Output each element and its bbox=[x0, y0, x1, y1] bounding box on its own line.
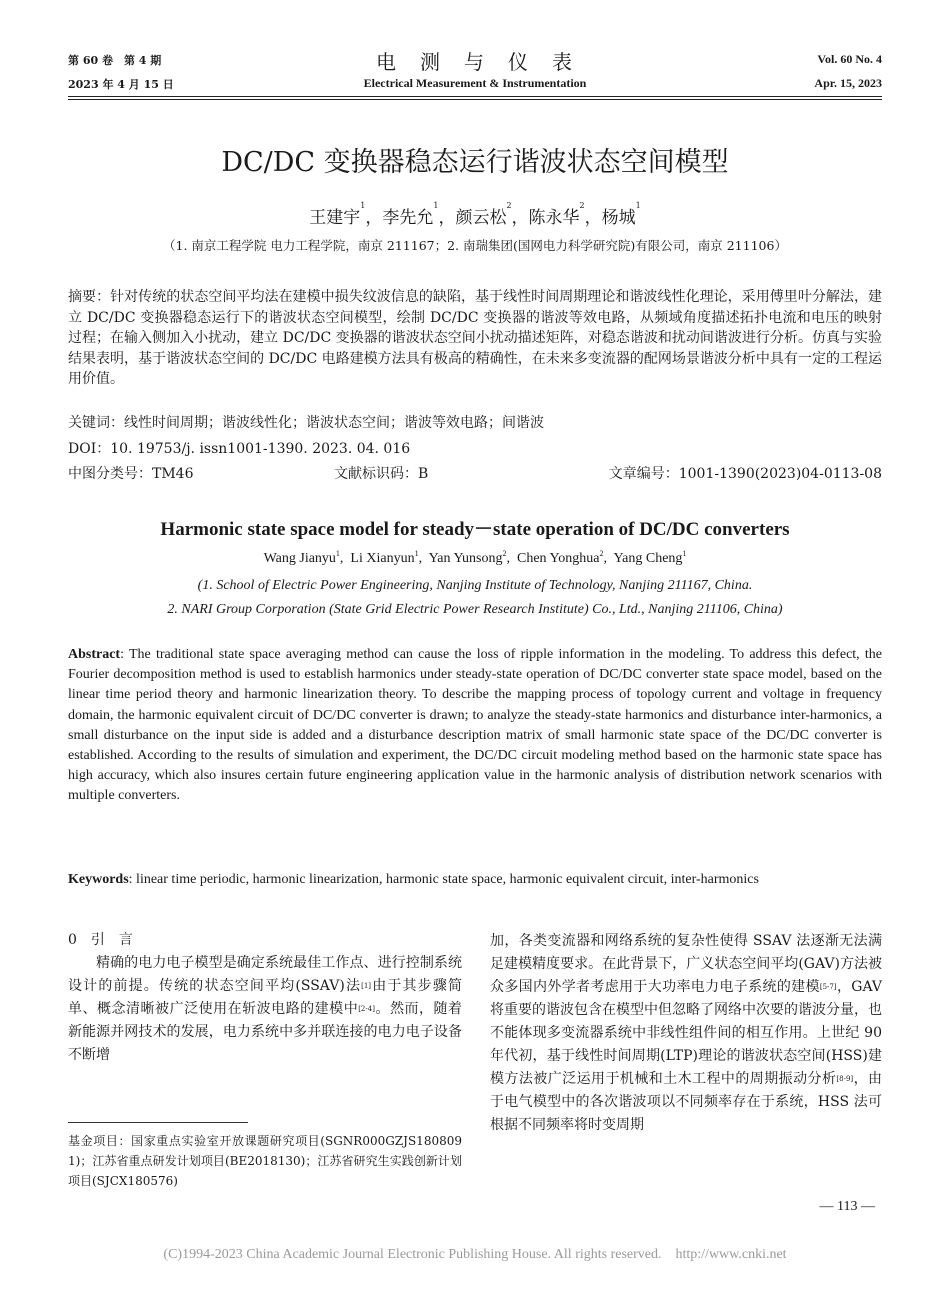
author-en-2: Li Xianyun bbox=[350, 551, 415, 566]
author-cn-3: 颜云松 bbox=[455, 208, 507, 228]
abstract-en-label: Abstract bbox=[68, 647, 121, 662]
intro-paragraph-right: 加，各类变流器和网络系统的复杂性使得 SSAV 法逐渐无法满足建模精度要求。在此背景下，广义状态空间平均(GAV)方法被众多国内外学者考虑用于大功率电力电子系统的建模[5-7]，GAV 将重要的谐波包含在模型中但忽略了网络中次要的谐波分量，也不能体现多变流器系统中非线性组件间的相互作用。上世纪 90 年代初，基于线性时间周期(LTP)理论的谐波状态空间(HSS)建模方法被广泛运用于机械和土木工程中的周期振动分析[8-9]，由于电气模型中的各次谐波项以不同频率存在于系统，HSS 法可根据不同频率将时变周期 bbox=[490, 933, 883, 1133]
footnote-rule bbox=[68, 1122, 248, 1123]
keywords-cn: 关键词：线性时间周期；谐波线性化；谐波状态空间；谐波等效电路；间谐波 bbox=[68, 415, 544, 431]
clc-number: 中图分类号：TM46 bbox=[68, 466, 194, 482]
copyright-footer: (C)1994-2023 China Academic Journal Electronic Publishing House. All rights reserved. http://www.cnki.net bbox=[163, 1247, 787, 1262]
abstract-en bbox=[68, 645, 882, 807]
volume-issue-cn: 第 60 卷 第 4 期 bbox=[68, 54, 162, 67]
intro-paragraph-left: 精确的电力电子模型是确定系统最佳工作点、进行控制系统设计的前提。传统的状态空间平均(SSAV)法[1]由于其步骤简单、概念清晰被广泛使用在斩波电路的建模中[2-4]。然而，随着新能源并网技术的发展，电力系统中多并联连接的电力电子设备不断增 bbox=[68, 955, 462, 1063]
document-code: 文献标识码：B bbox=[334, 466, 429, 482]
abstract-cn: 摘要：针对传统的状态空间平均法在建模中损失纹波信息的缺陷，基于线性时间周期理论和谐波线性化理论，采用傅里叶分解法，建立 DC/DC 变换器稳态运行下的谐波状态空间模型，绘制 DC/DC 变换器的谐波等效电路，从频域角度描述拓扑电流和电压的映射过程；在输入侧加入小扰动，建立 DC/DC 变换器的谐波状态空间小扰动描述矩阵，对稳态谐波和扰动间谐波进行分析。仿真与实验结果表明，基于谐波状态空间的 DC/DC 电路建模方法具有极高的精确性，在未来多变流器的配网场景谐波分析中具有一定的工程运用价值。 bbox=[68, 289, 882, 387]
journal-title-en: Electrical Measurement & Instrumentation bbox=[363, 76, 587, 90]
author-cn-4: 陈永华 bbox=[528, 208, 580, 228]
abstract-en-text: : The traditional state space averaging method can cause the loss of ripple information in the modeling. To address this defect, the Fourier decomposition method is used to establish harmonics under steady-state operation of DC/DC converter state space model, based on the linear time period theory and harmonic linearization theory. To describe the mapping process of topology current and voltage in frequency domain, the harmonic equivalent circuit of DC/DC converter is drawn; to analyze the steady-state harmonics and disturbance inter-harmonics, a small disturbance on the input side is added and a disturbance description matrix of small harmonic state space of the DC/DC converter is established. According to the results of simulation and experiment, the DC/DC circuit modeling method based on the harmonic state space has high accuracy, which also insures certain future engineering application value in the harmonic analysis of distribution network scenarios with multiple converters. bbox=[68, 647, 882, 804]
author-cn-2: 李先允 bbox=[382, 208, 434, 228]
affiliation-en-1: (1. School of Electric Power Engineering, Nanjing Institute of Technology, Nanjing 211167, China. bbox=[197, 578, 753, 593]
keywords-en bbox=[68, 870, 882, 890]
affiliation-en-2: 2. NARI Group Corporation (State Grid Electric Power Research Institute) Co., Ltd., Nanjing 211106, China) bbox=[167, 602, 783, 617]
header-rule-top bbox=[68, 96, 882, 97]
doi: DOI：10. 19753/j. issn1001-1390. 2023. 04. 016 bbox=[68, 441, 411, 457]
fund-note: 基金项目：国家重点实验室开放课题研究项目(SGNR000GZJS1808091)；江苏省重点研发计划项目(BE2018130)；江苏省研究生实践创新计划项目(SJCX180576) bbox=[68, 1134, 462, 1188]
author-en-4: Chen Yonghua bbox=[516, 551, 600, 566]
paper-title-cn: DC/DC 变换器稳态运行谐波状态空间模型 bbox=[221, 147, 729, 178]
authors-cn: 王建宇$^1$，李先允$^1$，颜云松$^2$，陈永华$^2$，杨城$^1$ bbox=[309, 201, 641, 228]
affiliations-cn: （1. 南京工程学院 电力工程学院，南京 211167；2. 南瑞集团(国网电力科学研究院)有限公司，南京 211106） bbox=[163, 238, 787, 253]
body-left-column bbox=[68, 930, 462, 1067]
author-cn-5: 杨城 bbox=[601, 208, 636, 228]
authors-en: Wang Jianyu$^1$, Li Xianyun$^1$, Yan Yunsong$^2$, Chen Yonghua$^2$, Yang Cheng$^1$ bbox=[263, 549, 687, 566]
keywords-en-label: Keywords bbox=[68, 872, 129, 887]
author-cn-1: 王建宇 bbox=[309, 208, 361, 228]
article-number: 文章编号：1001-1390(2023)04-0113-08 bbox=[608, 466, 882, 482]
body-right-column bbox=[490, 930, 882, 1137]
paper-title-en: Harmonic state space model for steady－state operation of DC/DC converters bbox=[160, 519, 790, 540]
date-en: Apr. 15, 2023 bbox=[814, 76, 882, 90]
keywords-en-text: : linear time periodic, harmonic linearization, harmonic state space, harmonic equivalent circuit, inter-harmonics bbox=[128, 872, 759, 887]
header-rule-bottom bbox=[68, 99, 882, 100]
section-heading-introduction: 0 引 言 bbox=[68, 932, 133, 948]
author-en-5: Yang Cheng bbox=[613, 551, 683, 566]
author-en-1: Wang Jianyu bbox=[263, 551, 336, 566]
date-cn: 2023 年 4 月 15 日 bbox=[68, 78, 174, 91]
volume-issue-en: Vol. 60 No. 4 bbox=[817, 52, 882, 66]
page-number: — 113 — bbox=[819, 1199, 875, 1214]
journal-title-cn: 电 测 与 仪 表 bbox=[376, 50, 574, 74]
author-en-3: Yan Yunsong bbox=[428, 551, 503, 566]
